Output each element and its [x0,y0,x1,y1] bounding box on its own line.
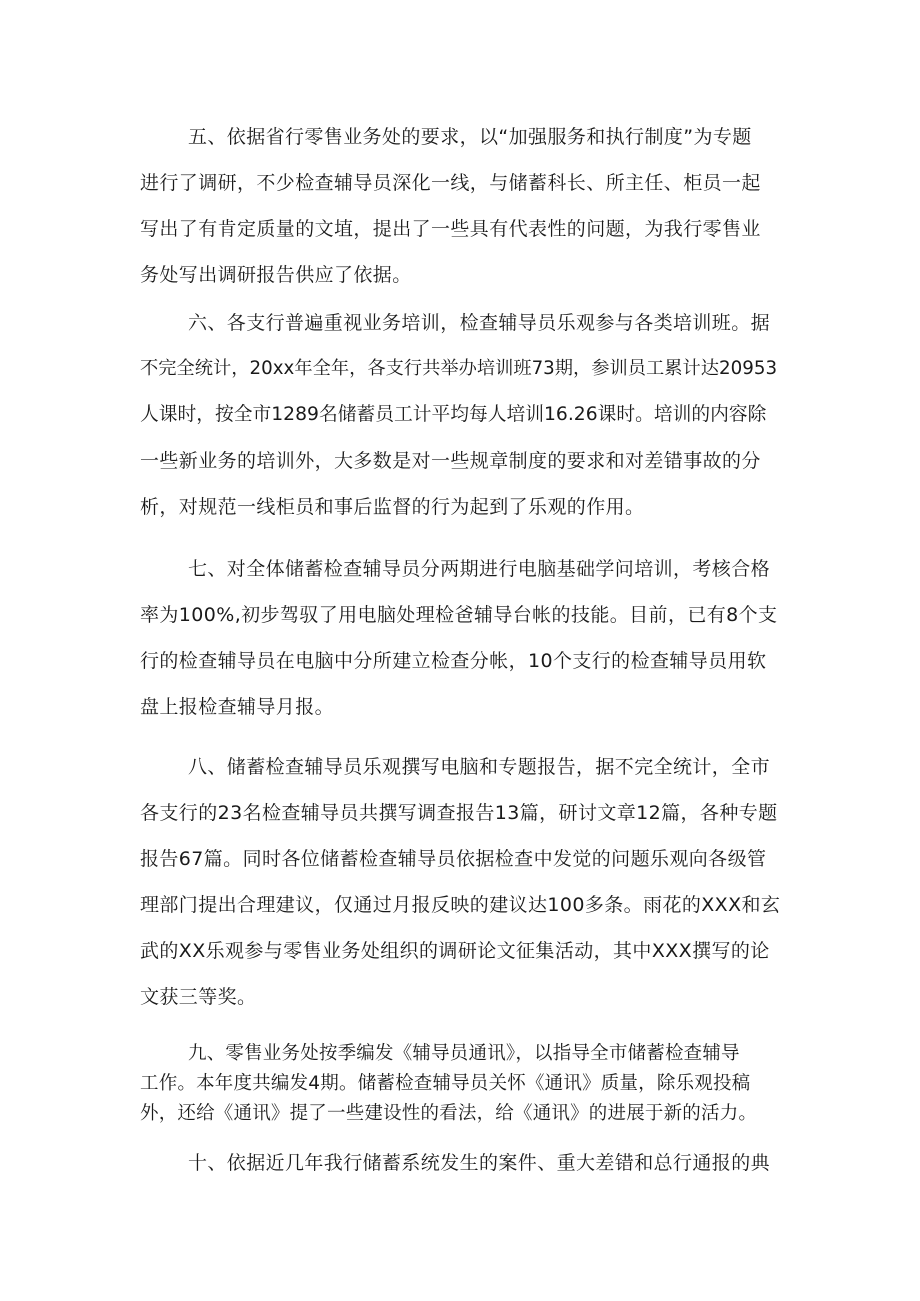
paragraph-line: 工作。本年度共编发4期。储蓄检查辅导员关怀《通讯》质量，除乐观投稿 [140,1073,751,1094]
paragraph-line: 理部门提出合理建议，仅通过月报反映的建议达100多条。雨花的XXX和玄 [140,894,781,916]
paragraph-line: 不完全统计，20xx年全年，各支行共举办培训班73期，参训员工累计达20953 [140,358,778,379]
paragraph-line: 九、零售业务处按季编发《辅导员通讯》，以指导全市储蓄检查辅导 [188,1043,740,1064]
paragraph-line: 五、依据省行零售业务处的要求，以“加强服务和执行制度”为专题 [188,126,752,148]
paragraph-line: 报告67篇。同时各位储蓄检查辅导员依据检查中发觉的问题乐观向各级管 [140,848,767,870]
paragraph-7 [140,546,780,730]
paragraph-line: 外，还给《通讯》提了一些建设性的看法，给《通讯》的进展于新的活力。 [140,1103,758,1124]
paragraph-line: 文获三等奖。 [140,986,257,1008]
paragraph-line: 行的检查辅导员在电脑中分所建立检查分帐，10个支行的检查辅导员用软 [140,650,767,672]
paragraph-line: 率为100%,初步驾驭了用电脑处理检爸辅导台帐的技能。目前，已有8个支 [140,604,778,626]
paragraph-line: 进行了调研，不少检查辅导员深化一线，与储蓄科长、所主任、柜员一起 [140,172,761,194]
paragraph-line: 盘上报检查辅导月报。 [140,696,335,718]
paragraph-line: 人课时，按全市1289名储蓄员工计平均每人培训16.26课时。培训的内容除 [140,404,767,425]
paragraph-line: 各支行的23名检查辅导员共撰写调查报告13篇，研讨文章12篇，各种专题 [140,802,778,824]
paragraph-line: 务处写出调研报告供应了依据。 [140,264,412,286]
paragraph-5 [140,114,780,298]
paragraph-10 [140,1140,780,1186]
paragraph-8 [140,744,780,1020]
paragraph-line: 七、对全体储蓄检查辅导员分两期进行电脑基础学问培训，考核合格 [188,558,771,580]
paragraph-line: 武的XX乐观参与零售业务处组织的调研论文征集活动，其中XXX撰写的论 [140,940,770,962]
paragraph-line: 八、储蓄检查辅导员乐观撰写电脑和专题报告，据不完全统计，全市 [188,756,771,778]
paragraph-line: 一些新业务的培训外，大多数是对一些规章制度的要求和对差错事故的分 [140,450,761,472]
paragraph-6 [140,300,780,530]
paragraph-line: 析，对规范一线柜员和事后监督的行为起到了乐观的作用。 [140,496,645,518]
paragraph-line: 六、各支行普遍重视业务培训，检查辅导员乐观参与各类培训班。据 [188,312,771,334]
paragraph-line: 十、依据近几年我行储蓄系统发生的案件、重大差错和总行通报的典 [188,1152,771,1174]
paragraph-9 [140,1039,780,1129]
paragraph-line: 写出了有肯定质量的文埴，提出了一些具有代表性的问题，为我行零售业 [140,218,761,240]
